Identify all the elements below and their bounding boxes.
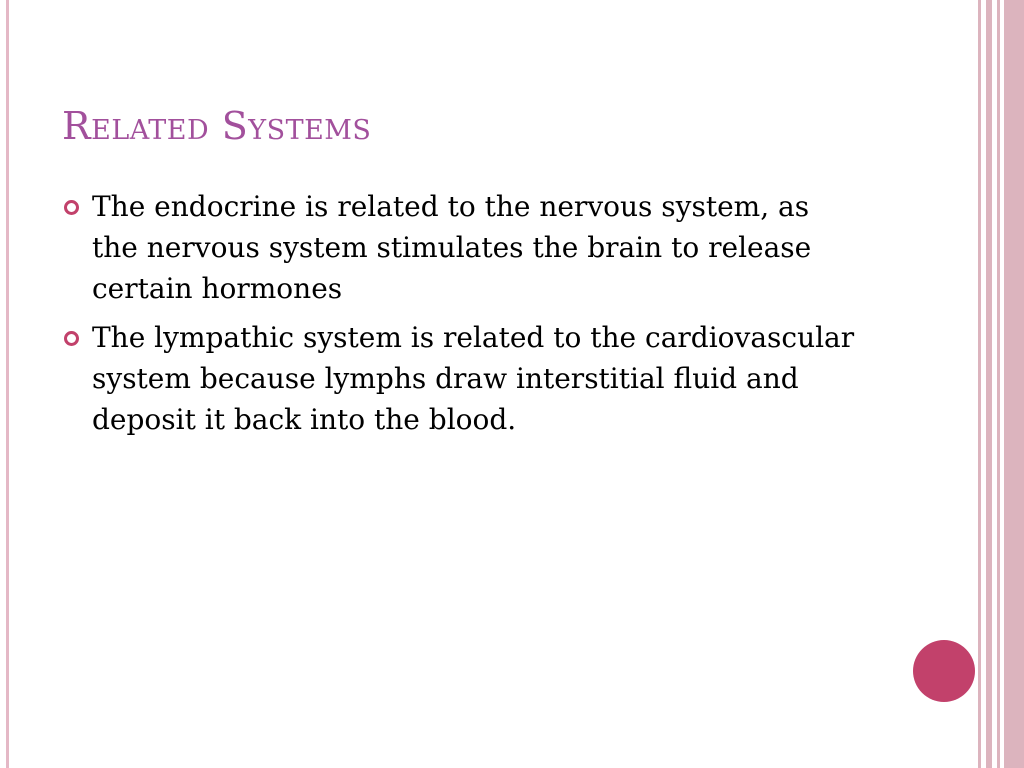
slide-title: Related Systems [62,104,372,148]
bullet-text: The endocrine is related to the nervous system, as the nervous system stimulates the brain to release certain hormones [92,190,812,305]
stripe [1004,0,1024,768]
stripe [986,0,992,768]
right-decorative-stripes [978,0,1024,768]
bullet-list [62,186,862,448]
left-border-line [6,0,9,768]
filled-circle-decoration-icon [913,640,975,702]
bullet-item [62,186,862,309]
bullet-text: The lympathic system is related to the cardiovascular system because lymphs draw interstitial fluid and deposit it back into the blood. [92,321,855,436]
stripe [997,0,1000,768]
hollow-circle-bullet-icon [64,200,79,215]
stripe [978,0,981,768]
hollow-circle-bullet-icon [64,331,79,346]
bullet-item [62,317,862,440]
